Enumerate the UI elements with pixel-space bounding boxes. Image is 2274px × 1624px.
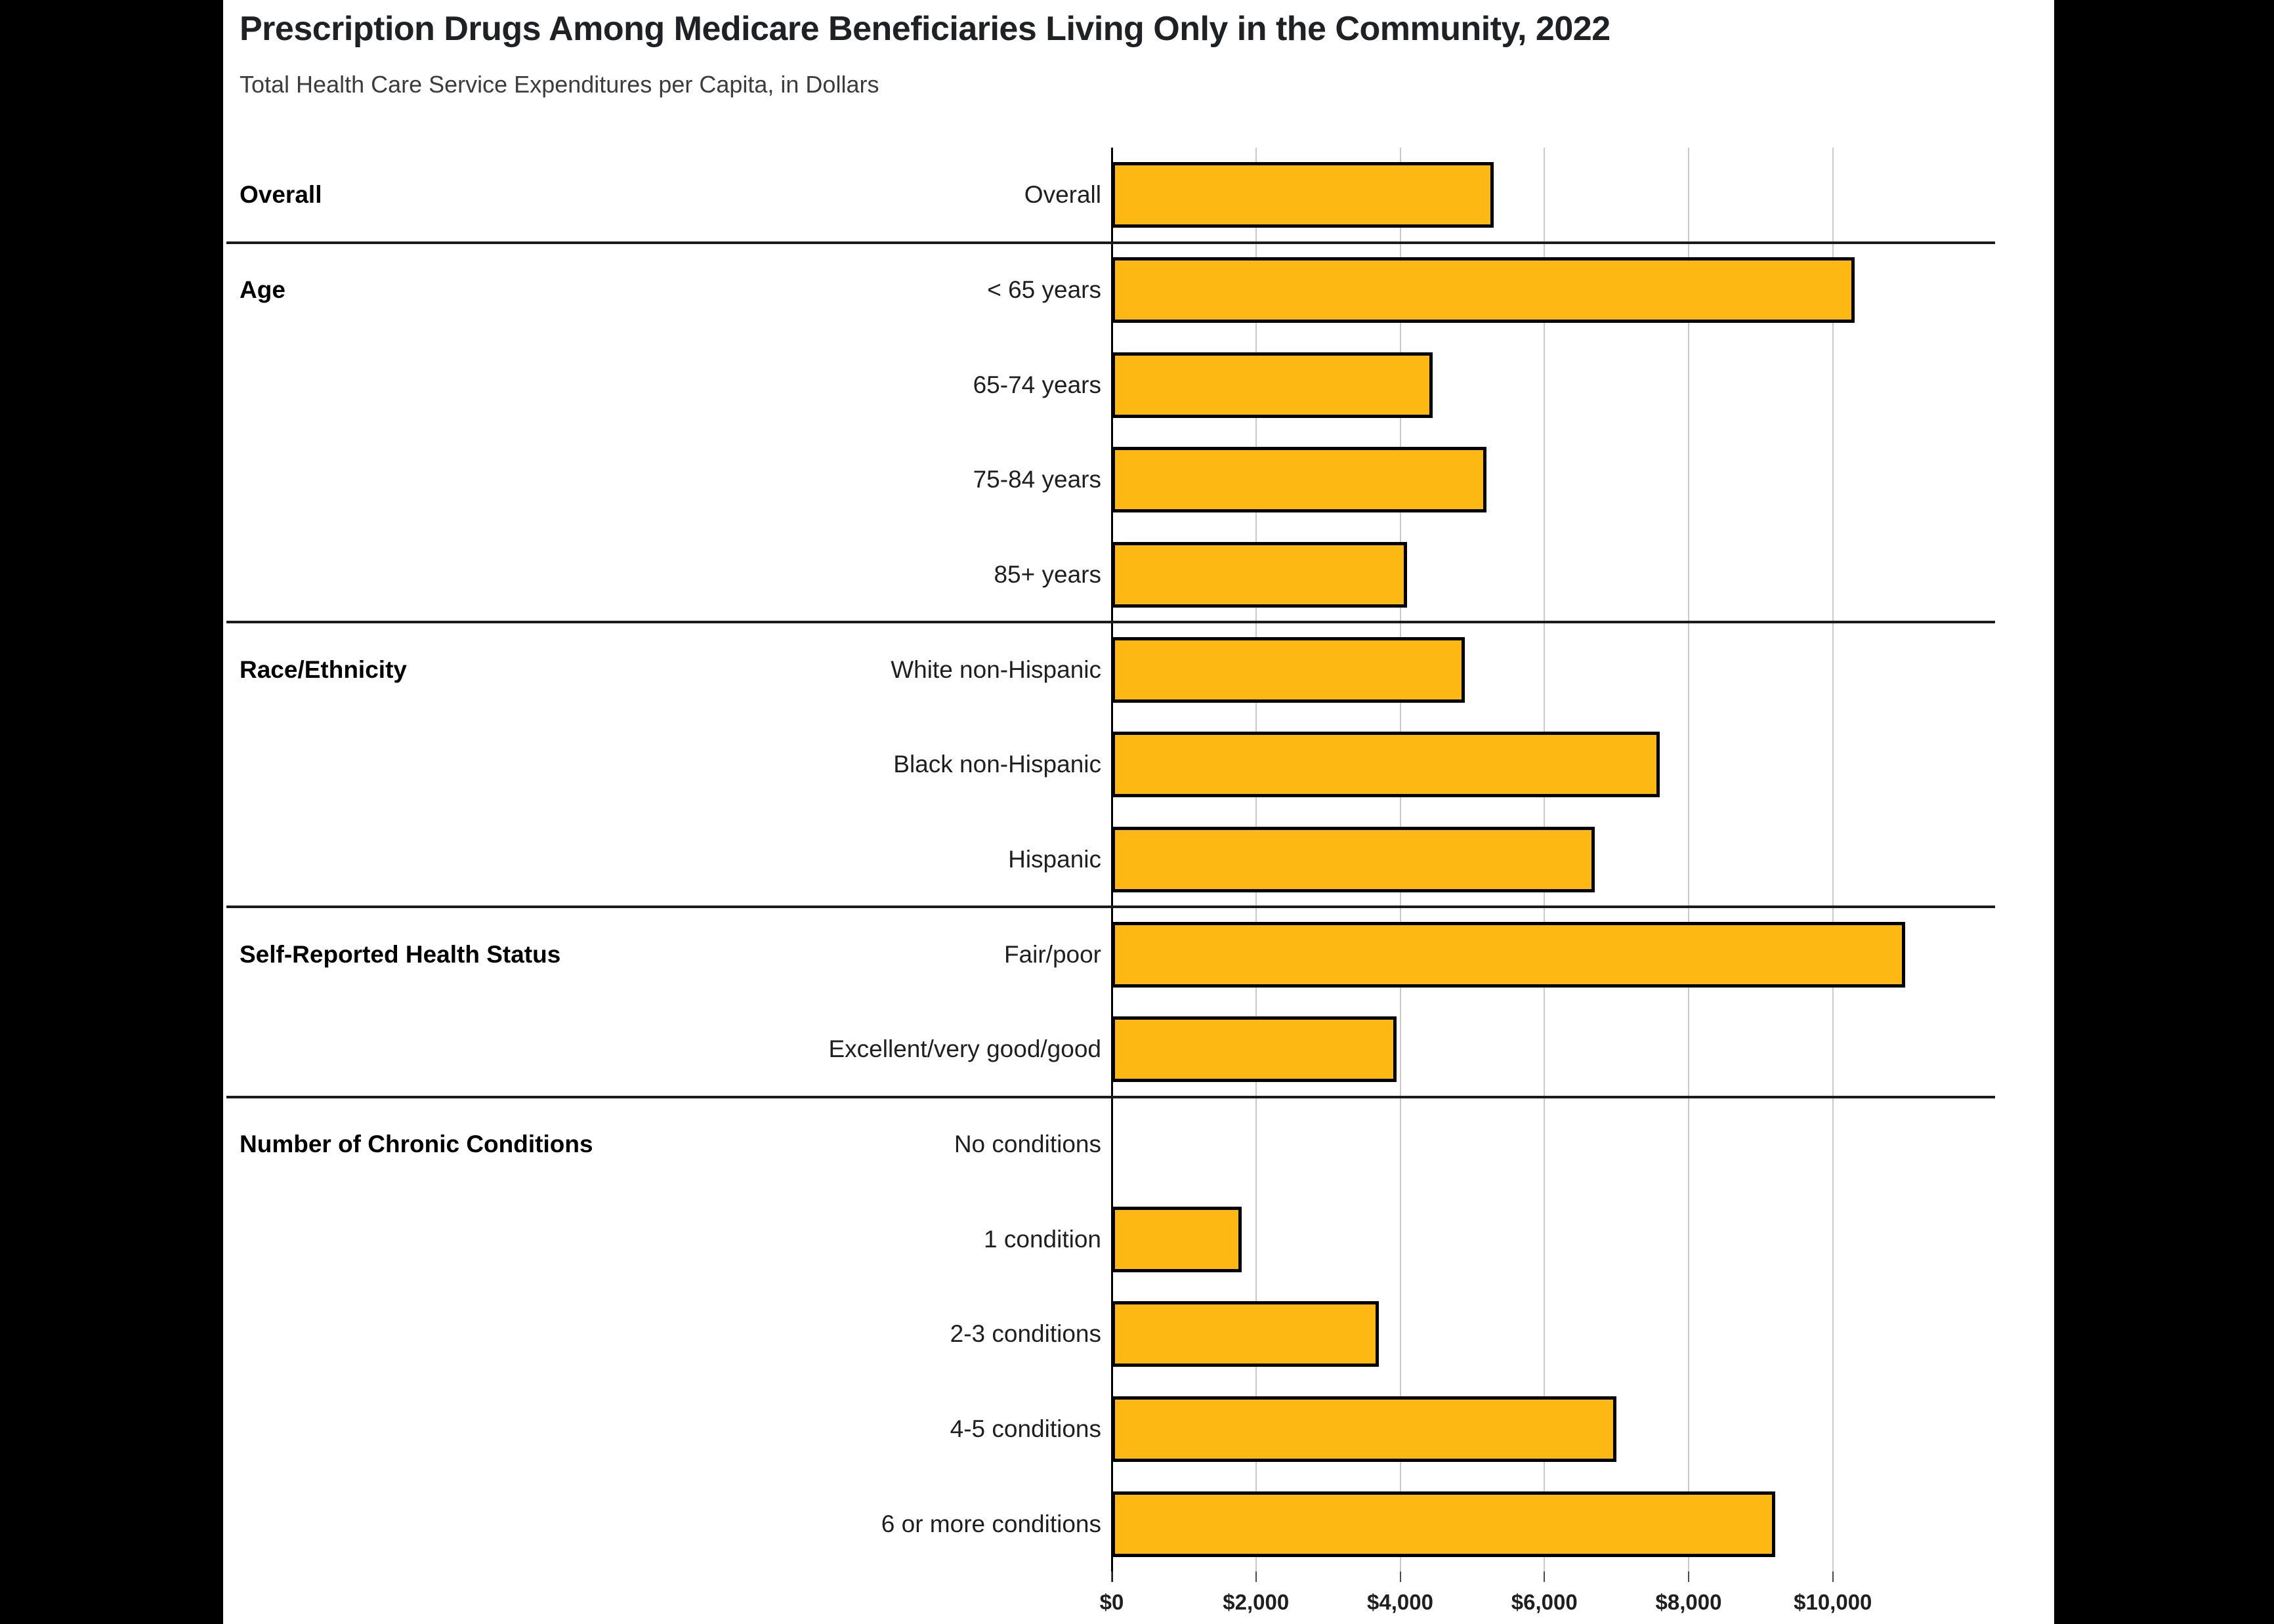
row-label: Excellent/very good/good [828, 1035, 1101, 1063]
axis-tick [1688, 1572, 1689, 1582]
axis-tick [1544, 1572, 1545, 1582]
row-label: White non-Hispanic [891, 656, 1101, 683]
row-label: 65-74 years [973, 371, 1101, 398]
row-label: 85+ years [994, 560, 1101, 588]
bar [1112, 732, 1660, 797]
axis-tick [1832, 1572, 1834, 1582]
axis-tick [1111, 1572, 1112, 1582]
group-label: Self-Reported Health Status [240, 940, 561, 968]
bar [1112, 637, 1465, 703]
group-label: Overall [240, 181, 322, 209]
bar [1112, 827, 1595, 892]
row-label: 6 or more conditions [881, 1510, 1101, 1537]
chart-title: Prescription Drugs Among Medicare Beneficiaries Living Only in the Community, 2022 [240, 10, 1611, 48]
bar [1112, 1207, 1242, 1272]
bar [1112, 542, 1407, 608]
row-label: Overall [1024, 181, 1101, 209]
axis-tick-label: $2,000 [1223, 1590, 1290, 1614]
chart-subtitle: Total Health Care Service Expenditures per Capita, in Dollars [240, 71, 879, 98]
bar [1112, 162, 1494, 228]
group-label: Age [240, 276, 285, 303]
row-label: 1 condition [984, 1225, 1101, 1253]
row-label: Fair/poor [1003, 940, 1101, 968]
group-label: Number of Chronic Conditions [240, 1130, 593, 1157]
section-divider [226, 621, 1995, 623]
axis-tick-label: $0 [1099, 1590, 1124, 1614]
bar [1112, 922, 1905, 988]
bar [1112, 1491, 1775, 1557]
gridline [1688, 148, 1689, 1572]
bar [1112, 352, 1433, 418]
bar [1112, 1396, 1616, 1462]
chart-page [223, 0, 2054, 1624]
row-label: Black non-Hispanic [893, 751, 1101, 778]
axis-tick-label: $6,000 [1511, 1590, 1578, 1614]
row-label: 75-84 years [973, 466, 1101, 493]
bar [1112, 447, 1486, 512]
bar [1112, 257, 1855, 323]
bar [1112, 1301, 1379, 1367]
axis-tick-label: $4,000 [1367, 1590, 1433, 1614]
gridline [1832, 148, 1834, 1572]
axis-tick [1400, 1572, 1401, 1582]
axis-tick-label: $10,000 [1794, 1590, 1872, 1614]
row-label: 4-5 conditions [950, 1415, 1101, 1442]
bar [1112, 1016, 1397, 1082]
axis-tick-label: $8,000 [1655, 1590, 1722, 1614]
row-label: 2-3 conditions [950, 1320, 1101, 1348]
section-divider [226, 1096, 1995, 1098]
row-label: No conditions [954, 1130, 1101, 1157]
axis-tick [1255, 1572, 1257, 1582]
row-label: Hispanic [1008, 845, 1101, 873]
row-label: < 65 years [987, 276, 1101, 303]
bar-chart [223, 0, 2054, 1624]
group-label: Race/Ethnicity [240, 656, 407, 683]
section-divider [226, 906, 1995, 908]
section-divider [226, 241, 1995, 244]
